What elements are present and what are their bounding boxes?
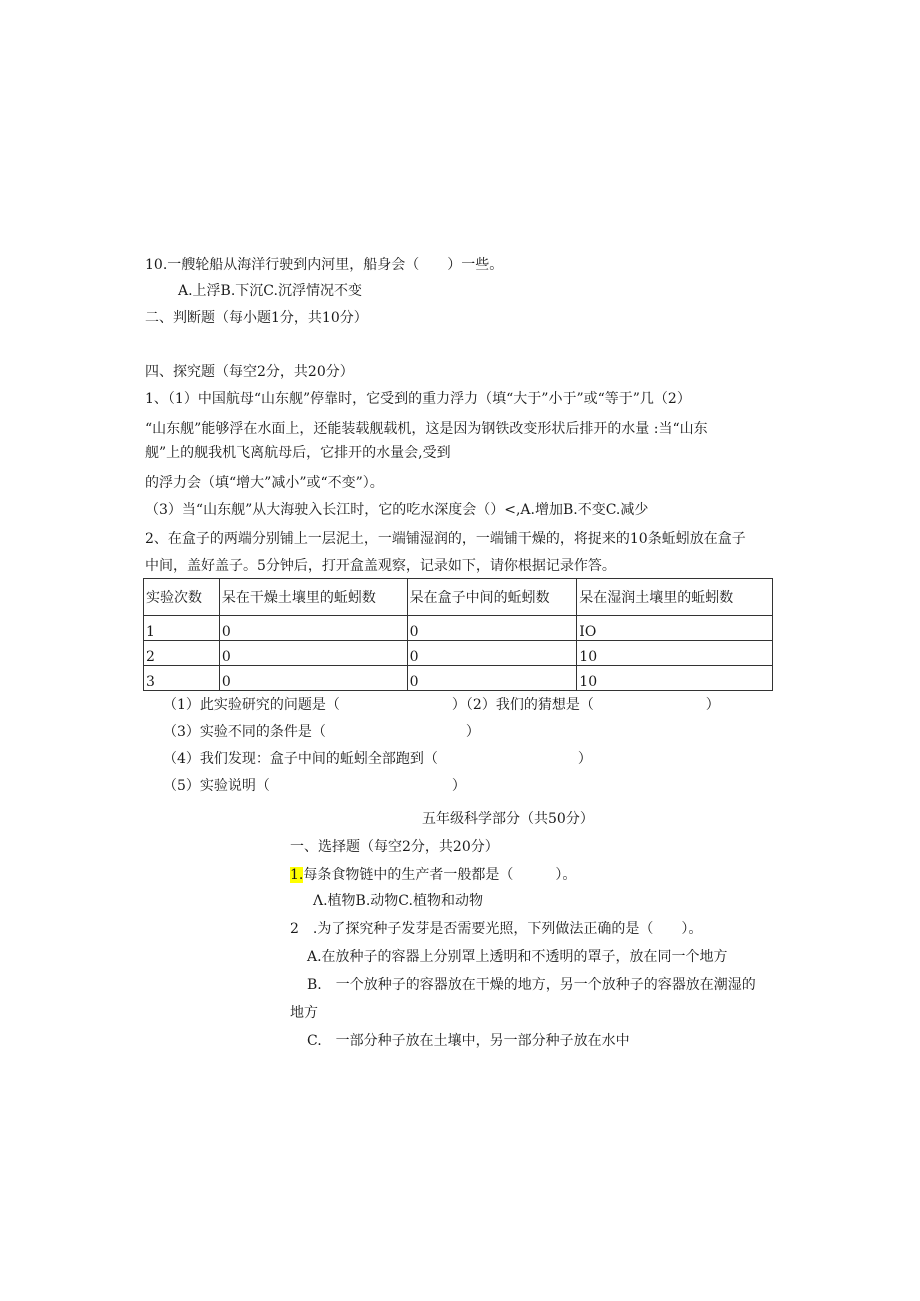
s4-sub-question-4: （4）我们发现：盒子中间的蚯蚓全部跑到（ ） (163, 751, 592, 767)
highlighted-question-number: 1. (290, 867, 304, 883)
table-header-row (144, 579, 773, 616)
table-cell: 1 (144, 616, 220, 641)
grade5-section1-title: 一、选择题（每空2分，共20分） (290, 839, 499, 855)
grade5-title: 五年级科学部分（共50分） (422, 811, 594, 827)
g5-q1-options: Λ.植物B.动物C.植物和动物 (313, 893, 483, 909)
question-10-options: A.上浮B.下沉C.沉浮情况不变 (178, 283, 362, 299)
table-cell: 0 (219, 616, 407, 641)
table-header-cell: 呆在湿润土壤里的蚯蚓数 (577, 579, 773, 616)
section-4-title: 四、探究题（每空2分，共20分） (145, 364, 354, 380)
table-header-cell: 呆在盒子中间的蚯蚓数 (407, 579, 577, 616)
earthworm-record-table (143, 578, 773, 691)
table-cell: 10 (577, 641, 773, 666)
table-row (144, 641, 773, 666)
s4-sub-question-1-2: （1）此实验研究的问题是（ ）（2）我们的猜想是（ ） (163, 697, 720, 713)
table-header-cell: 实验次数 (144, 579, 220, 616)
g5-q1-stem: 每条食物链中的生产者一般都是（ ）。 (303, 867, 577, 883)
s4-q1-line5: （3）当“山东舰”从大海驶入长江时，它的吃水深度会（）<,A.增加B.不变C.减少 (145, 502, 649, 518)
table-cell: 0 (219, 641, 407, 666)
table-header-cell: 呆在干燥土壤里的蚯蚓数 (219, 579, 407, 616)
table-cell: 10 (577, 666, 773, 691)
s4-q2-line2: 中间，盖好盖子。5分钟后，打开盒盖观察，记录如下，请你根据记录作答。 (145, 558, 616, 574)
s4-sub-question-5: （5）实验说明（ ） (163, 778, 466, 794)
s4-q1-line3: 舰”上的舰我机飞离航母后，它排开的水量会,受到 (145, 445, 451, 461)
table-cell: 0 (407, 666, 577, 691)
g5-q2-option-b-line2: 地方 (290, 1005, 318, 1021)
question-10-stem: 10.一艘轮船从海洋行驶到内河里，船身会（ ）一些。 (145, 257, 504, 273)
g5-q1 (290, 866, 576, 884)
g5-q2-option-a: A.在放种子的容器上分别罩上透明和不透明的罩子，放在同一个地方 (307, 949, 728, 965)
s4-sub-question-3: （3）实验不同的条件是（ ） (163, 724, 480, 740)
s4-q1-line1: 1、（1）中国航母“山东舰”停靠时，它受到的重力浮力（填“大于”小于”或“等于”几（2） (145, 391, 691, 407)
table-cell: 0 (219, 666, 407, 691)
table-row (144, 666, 773, 691)
g5-q2-stem: 2 .为了探究种子发芽是否需要光照，下列做法正确的是（ ）。 (290, 921, 703, 937)
s4-q1-line4: 的浮力会（填“增大”减小”或“不变”）。 (145, 475, 384, 491)
s4-q1-line2: “山东舰”能够浮在水面上，还能装载舰载机，这是因为钢铁改变形状后排开的水量 :当“山东 (145, 421, 708, 437)
g5-q2-option-c: C. 一部分种子放在土壤中，另一部分种子放在水中 (307, 1033, 630, 1049)
table-row (144, 616, 773, 641)
section-2-title: 二、判断题（每小题1分，共10分） (145, 310, 368, 326)
table-cell: 0 (407, 641, 577, 666)
table-cell: 2 (144, 641, 220, 666)
table-cell: 3 (144, 666, 220, 691)
g5-q2-option-b-line1: B. 一个放种子的容器放在干燥的地方，另一个放种子的容器放在潮湿的 (307, 977, 756, 993)
s4-q2-line1: 2、在盒子的两端分别铺上一层泥土，一端铺湿润的，一端铺干燥的，将捉来的10条蚯蚓放在盒子 (145, 531, 746, 547)
table-cell: 0 (407, 616, 577, 641)
table-cell: IO (577, 616, 773, 641)
